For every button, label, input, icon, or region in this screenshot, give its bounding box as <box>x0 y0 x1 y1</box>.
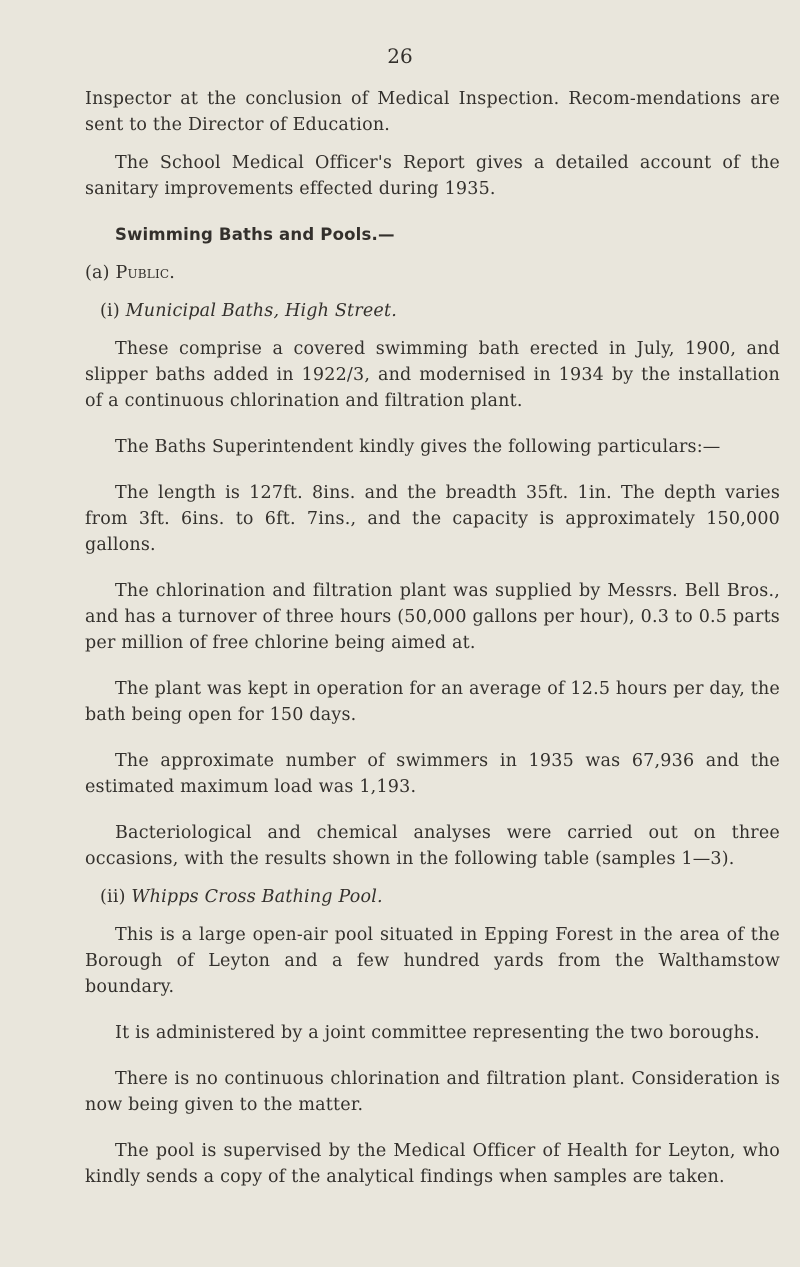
baths-paragraph: The length is 127ft. 8ins. and the breadth 35ft. 1in. The depth varies from 3ft. 6ins. to 6ft. 7ins., and the capacity is approximately 150,000 gallons. <box>85 483 780 555</box>
baths-paragraph: The Baths Superintendent kindly gives the following particulars:— <box>115 437 721 457</box>
baths-paragraph: The plant was kept in operation for an average of 12.5 hours per day, the bath being open for 150 days. <box>85 679 780 725</box>
pool-paragraph: The pool is supervised by the Medical Officer of Health for Leyton, who kindly sends a copy of the analytical findings when samples are taken. <box>85 1141 780 1187</box>
subsection-public <box>85 260 780 286</box>
section-heading: Swimming Baths and Pools.— <box>115 225 395 244</box>
baths-paragraph: These comprise a covered swimming bath erected in July, 1900, and slipper baths added in 1922/3, and modernised in 1934 by the installation of a continuous chlorination and filtration plant. <box>85 339 780 411</box>
baths-paragraph: The chlorination and filtration plant was supplied by Messrs. Bell Bros., and has a turnover of three hours (50,000 gallons per hour), 0.3 to 0.5 parts per million of free chlorine being aimed at. <box>85 581 780 653</box>
baths-paragraph: The approximate number of swimmers in 1935 was 67,936 and the estimated maximum load was 1,193. <box>85 751 780 797</box>
page-content <box>85 86 780 1190</box>
paragraph-inspector: Inspector at the conclusion of Medical Inspection. Recom-mendations are sent to the Director of Education. <box>85 89 780 135</box>
public-title: Public. <box>115 263 176 283</box>
page-number: 26 <box>387 44 413 68</box>
subsection-municipal-baths <box>100 298 780 324</box>
pool-paragraph: There is no continuous chlorination and filtration plant. Consideration is now being given to the matter. <box>85 1069 780 1115</box>
pool-paragraph: It is administered by a joint committee representing the two boroughs. <box>115 1023 760 1043</box>
baths-number: (i) <box>100 301 120 321</box>
subsection-whipps-cross <box>100 884 780 910</box>
pool-paragraph: This is a large open-air pool situated in Epping Forest in the area of the Borough of Leyton and a few hundred yards from the Walthamstow boundary. <box>85 925 780 997</box>
paragraph-school-report: The School Medical Officer's Report gives a detailed account of the sanitary improvements effected during 1935. <box>85 153 780 199</box>
baths-paragraph: Bacteriological and chemical analyses were carried out on three occasions, with the results shown in the following table (samples 1—3). <box>85 823 780 869</box>
public-label: (a) <box>85 263 110 283</box>
baths-title: Municipal Baths, High Street. <box>125 301 397 321</box>
pool-number: (ii) <box>100 887 126 907</box>
pool-title: Whipps Cross Bathing Pool. <box>131 887 383 907</box>
